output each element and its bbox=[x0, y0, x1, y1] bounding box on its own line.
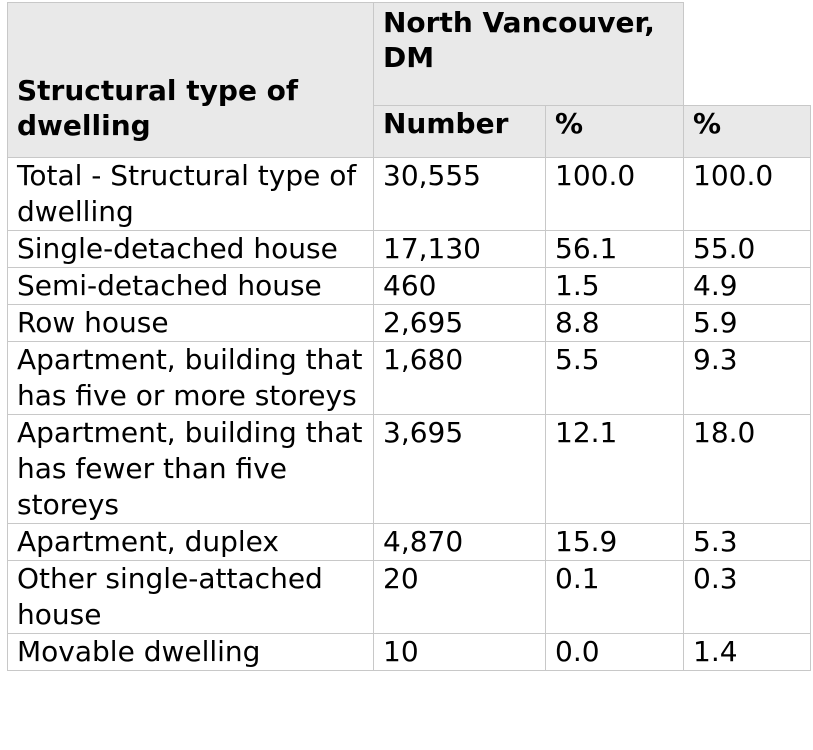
geo-header: North Vancouver, DM bbox=[374, 3, 684, 106]
table-row bbox=[8, 158, 811, 231]
row-percent: 0.0 bbox=[546, 634, 684, 671]
table-row bbox=[8, 634, 811, 671]
row-percent-2: 9.3 bbox=[684, 342, 811, 415]
row-percent-2: 1.4 bbox=[684, 634, 811, 671]
row-label: Apartment, building that has fewer than five storeys bbox=[8, 415, 374, 524]
percent-column-header-2: % bbox=[684, 106, 811, 158]
row-number: 1,680 bbox=[374, 342, 546, 415]
row-percent: 56.1 bbox=[546, 231, 684, 268]
row-percent: 15.9 bbox=[546, 524, 684, 561]
row-label: Apartment, building that has five or more storeys bbox=[8, 342, 374, 415]
row-number: 2,695 bbox=[374, 305, 546, 342]
row-percent-2: 18.0 bbox=[684, 415, 811, 524]
row-percent-2: 100.0 bbox=[684, 158, 811, 231]
row-number: 20 bbox=[374, 561, 546, 634]
table-row bbox=[8, 415, 811, 524]
row-percent-2: 0.3 bbox=[684, 561, 811, 634]
row-percent-2: 5.3 bbox=[684, 524, 811, 561]
blank-header-cell bbox=[684, 3, 811, 106]
row-percent: 5.5 bbox=[546, 342, 684, 415]
row-percent-2: 55.0 bbox=[684, 231, 811, 268]
row-percent: 12.1 bbox=[546, 415, 684, 524]
table-row bbox=[8, 305, 811, 342]
row-number: 460 bbox=[374, 268, 546, 305]
table-row bbox=[8, 231, 811, 268]
row-label: Single-detached house bbox=[8, 231, 374, 268]
row-percent: 8.8 bbox=[546, 305, 684, 342]
row-number: 17,130 bbox=[374, 231, 546, 268]
stub-header: Structural type of dwelling bbox=[8, 3, 374, 158]
table-row bbox=[8, 524, 811, 561]
row-label: Total - Structural type of dwelling bbox=[8, 158, 374, 231]
row-label: Row house bbox=[8, 305, 374, 342]
row-number: 30,555 bbox=[374, 158, 546, 231]
row-number: 3,695 bbox=[374, 415, 546, 524]
row-percent: 100.0 bbox=[546, 158, 684, 231]
table-row bbox=[8, 342, 811, 415]
row-label: Other single-attached house bbox=[8, 561, 374, 634]
row-number: 4,870 bbox=[374, 524, 546, 561]
table-row bbox=[8, 561, 811, 634]
row-percent-2: 5.9 bbox=[684, 305, 811, 342]
number-column-header: Number bbox=[374, 106, 546, 158]
table-row bbox=[8, 268, 811, 305]
dwelling-type-table bbox=[7, 2, 811, 671]
row-label: Semi-detached house bbox=[8, 268, 374, 305]
row-percent-2: 4.9 bbox=[684, 268, 811, 305]
row-percent: 1.5 bbox=[546, 268, 684, 305]
percent-column-header: % bbox=[546, 106, 684, 158]
row-label: Apartment, duplex bbox=[8, 524, 374, 561]
row-label: Movable dwelling bbox=[8, 634, 374, 671]
row-number: 10 bbox=[374, 634, 546, 671]
row-percent: 0.1 bbox=[546, 561, 684, 634]
